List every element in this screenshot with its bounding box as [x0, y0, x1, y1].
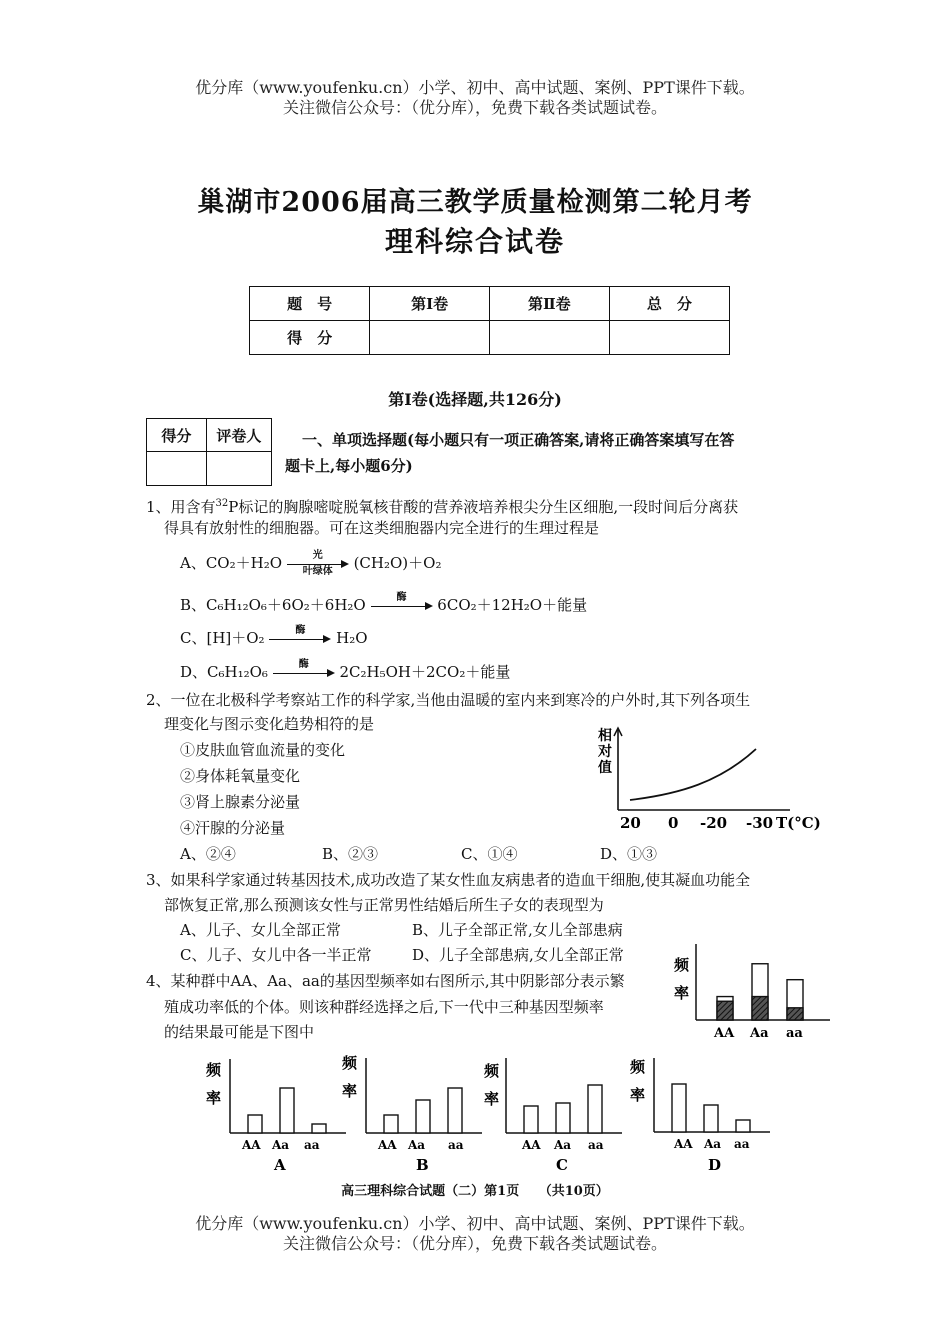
score-header-cell: 第Ⅱ卷 [489, 287, 609, 321]
chart-xcat: AA [242, 1138, 261, 1152]
chart-bar-shaded [787, 1008, 803, 1020]
q2-option-d[interactable]: D、①③ [600, 845, 658, 863]
reaction-arrow-icon: 酶 [371, 594, 433, 618]
chart-bar [524, 1106, 538, 1133]
grader-score-cell[interactable] [147, 452, 207, 486]
chart-xcat: Aa [554, 1138, 572, 1152]
chart-bar [556, 1103, 570, 1133]
chart-ylabel: 频 [206, 1061, 222, 1079]
score-header-cell: 第Ⅰ卷 [370, 287, 490, 321]
q2-item: ②身体耗氧量变化 [180, 767, 301, 785]
exam-subtitle: 理科综合试卷 [384, 225, 565, 258]
q1-option-b[interactable]: B、C₆H₁₂O₆＋6O₂＋6H₂O 酶 6CO₂＋12H₂O＋能量 [180, 593, 587, 618]
q3-option-b[interactable]: B、儿子全部正常,女儿全部患病 [412, 921, 623, 939]
reaction-arrow-icon: 光 叶绿体 [287, 552, 349, 576]
graph-xtick: 0 [668, 814, 679, 832]
q4-choice-d-chart[interactable] [628, 1050, 778, 1175]
grader-score-label: 得分 [147, 419, 207, 452]
chart-xcat: AA [674, 1137, 693, 1151]
reaction-arrow-icon: 酶 [273, 661, 335, 685]
q4-line-2: 殖成功率低的个体。则该种群经选择之后,下一代中三种基因型频率 [164, 998, 604, 1016]
chart-bar [704, 1105, 718, 1132]
reaction-arrow-icon: 酶 [269, 627, 331, 651]
page-number: 高三理科综合试题（二）第1页 （共10页） [341, 1184, 609, 1199]
chart-ylabel: 频 [342, 1054, 358, 1072]
chart-bar [736, 1120, 750, 1132]
chart-xcat: AA [714, 1026, 735, 1041]
chart-xcat: Aa [272, 1138, 290, 1152]
graph-curve [630, 749, 756, 800]
choice-label: B [416, 1156, 429, 1174]
q1-line-1: 1、用含有$^{32}$P标记的胸腺嘧啶脱氧核苷酸的营养液培养根尖分生区细胞,一段时间后分离获 [146, 498, 739, 516]
q3-option-d[interactable]: D、儿子全部患病,女儿全部正常 [412, 946, 624, 964]
chart-bar [384, 1115, 398, 1133]
q4-line-3: 的结果最可能是下图中 [164, 1023, 315, 1041]
grader-name-cell[interactable] [206, 452, 271, 486]
q1-option-c[interactable]: C、[H]＋O₂ 酶 H₂O [180, 626, 368, 651]
chart-bar [416, 1100, 430, 1133]
q2-item: ④汗腺的分泌量 [180, 819, 286, 837]
chart-ylabel: 频 [674, 956, 690, 974]
chart-bar [248, 1115, 262, 1133]
exam-title: 巢湖市2006届高三教学质量检测第二轮月考 [197, 187, 753, 218]
chart-xcat: AA [522, 1138, 541, 1152]
q4-choice-b-chart[interactable] [340, 1050, 490, 1175]
graph-xtick: 20 [620, 814, 641, 832]
footer-line-1: 优分库（www.youfenku.cn）小学、初中、高中试题、案例、PPT课件下载。 [195, 1214, 755, 1233]
q2-option-c[interactable]: C、①④ [461, 845, 518, 863]
q2-option-a[interactable]: A、②④ [180, 845, 236, 863]
q3-option-c[interactable]: C、儿子、女儿中各一半正常 [180, 946, 372, 964]
graph-xunit: T(°C) [776, 814, 821, 832]
graph-xtick: -20 [700, 814, 728, 832]
q2-line-1: 2、一位在北极科学考察站工作的科学家,当他由温暖的室内来到寒冷的户外时,其下列各项生 [146, 691, 751, 709]
q1-option-a[interactable]: A、CO₂＋H₂O 光 叶绿体 (CH₂O)＋O₂ [180, 550, 442, 577]
header-line-2: 关注微信公众号：（优分库），免费下载各类试题试卷。 [282, 98, 667, 117]
q3-option-a[interactable]: A、儿子、女儿全部正常 [180, 921, 341, 939]
score-header-cell: 总 分 [609, 287, 729, 321]
chart-ylabel: 率 [674, 984, 690, 1002]
chart-ylabel: 率 [342, 1082, 358, 1100]
chart-bar [588, 1085, 602, 1133]
q2-trend-graph [590, 722, 830, 842]
chart-xcat: aa [448, 1138, 464, 1152]
graph-ylabel: 值 [598, 760, 612, 776]
score-cell[interactable] [489, 321, 609, 355]
section-title: 第Ⅰ卷(选择题,共126分) [388, 390, 562, 409]
q2-line-2: 理变化与图示变化趋势相符的是 [164, 715, 375, 733]
instruction-line-2: 题卡上,每小题6分) [285, 457, 413, 475]
q2-option-b[interactable]: B、②③ [322, 845, 379, 863]
graph-ylabel: 相 [598, 728, 612, 744]
q4-line-1: 4、某种群中AA、Aa、aa的基因型频率如右图所示,其中阴影部分表示繁 [146, 972, 625, 990]
chart-bar-shaded [752, 997, 768, 1020]
chart-xcat: aa [304, 1138, 320, 1152]
chart-ylabel: 率 [206, 1089, 222, 1107]
q2-item: ①皮肤血管血流量的变化 [180, 741, 346, 759]
choice-label: C [556, 1156, 568, 1174]
chart-xcat: aa [786, 1026, 803, 1041]
chart-bar [312, 1124, 326, 1133]
chart-xcat: Aa [750, 1026, 769, 1041]
score-header-cell: 题 号 [250, 287, 370, 321]
grader-name-label: 评卷人 [206, 419, 271, 452]
choice-label: D [708, 1156, 722, 1174]
header-line-1: 优分库（www.youfenku.cn）小学、初中、高中试题、案例、PPT课件下载。 [195, 78, 755, 97]
q2-item: ③肾上腺素分泌量 [180, 793, 301, 811]
chart-ylabel: 率 [484, 1090, 500, 1108]
chart-bar [280, 1088, 294, 1133]
q4-genotype-chart [670, 940, 840, 1045]
q4-choice-a-chart[interactable] [200, 1055, 350, 1175]
choice-label: A [274, 1156, 286, 1174]
score-cell[interactable] [609, 321, 729, 355]
chart-bar [448, 1088, 462, 1133]
q1-option-d[interactable]: D、C₆H₁₂O₆ 酶 2C₂H₅OH＋2CO₂＋能量 [180, 660, 510, 685]
footer-line-2: 关注微信公众号：（优分库），免费下载各类试题试卷。 [282, 1234, 667, 1253]
chart-bar-shaded [717, 1001, 733, 1020]
q4-choice-c-chart[interactable] [482, 1052, 632, 1175]
graph-ylabel: 对 [598, 744, 612, 760]
grader-table [146, 418, 272, 486]
score-cell[interactable] [370, 321, 490, 355]
chart-ylabel: 频 [484, 1062, 500, 1080]
q3-line-2: 部恢复正常,那么预测该女性与正常男性结婚后所生子女的表现型为 [164, 896, 604, 914]
score-table [249, 286, 730, 355]
chart-xcat: aa [588, 1138, 604, 1152]
instruction-line-1: 一、单项选择题(每小题只有一项正确答案,请将正确答案填写在答 [302, 431, 735, 449]
chart-bar [672, 1084, 686, 1132]
chart-xcat: Aa [704, 1137, 722, 1151]
q1-line-2: 得具有放射性的细胞器。可在这类细胞器内完全进行的生理过程是 [164, 519, 600, 537]
chart-ylabel: 频 [630, 1058, 646, 1076]
score-row-label: 得 分 [250, 321, 370, 355]
graph-xtick: -30 [746, 814, 774, 832]
chart-xcat: AA [378, 1138, 397, 1152]
chart-xcat: Aa [408, 1138, 426, 1152]
chart-xcat: aa [734, 1137, 750, 1151]
q3-line-1: 3、如果科学家通过转基因技术,成功改造了某女性血友病患者的造血干细胞,使其凝血功能全 [146, 871, 751, 889]
chart-ylabel: 率 [630, 1086, 646, 1104]
